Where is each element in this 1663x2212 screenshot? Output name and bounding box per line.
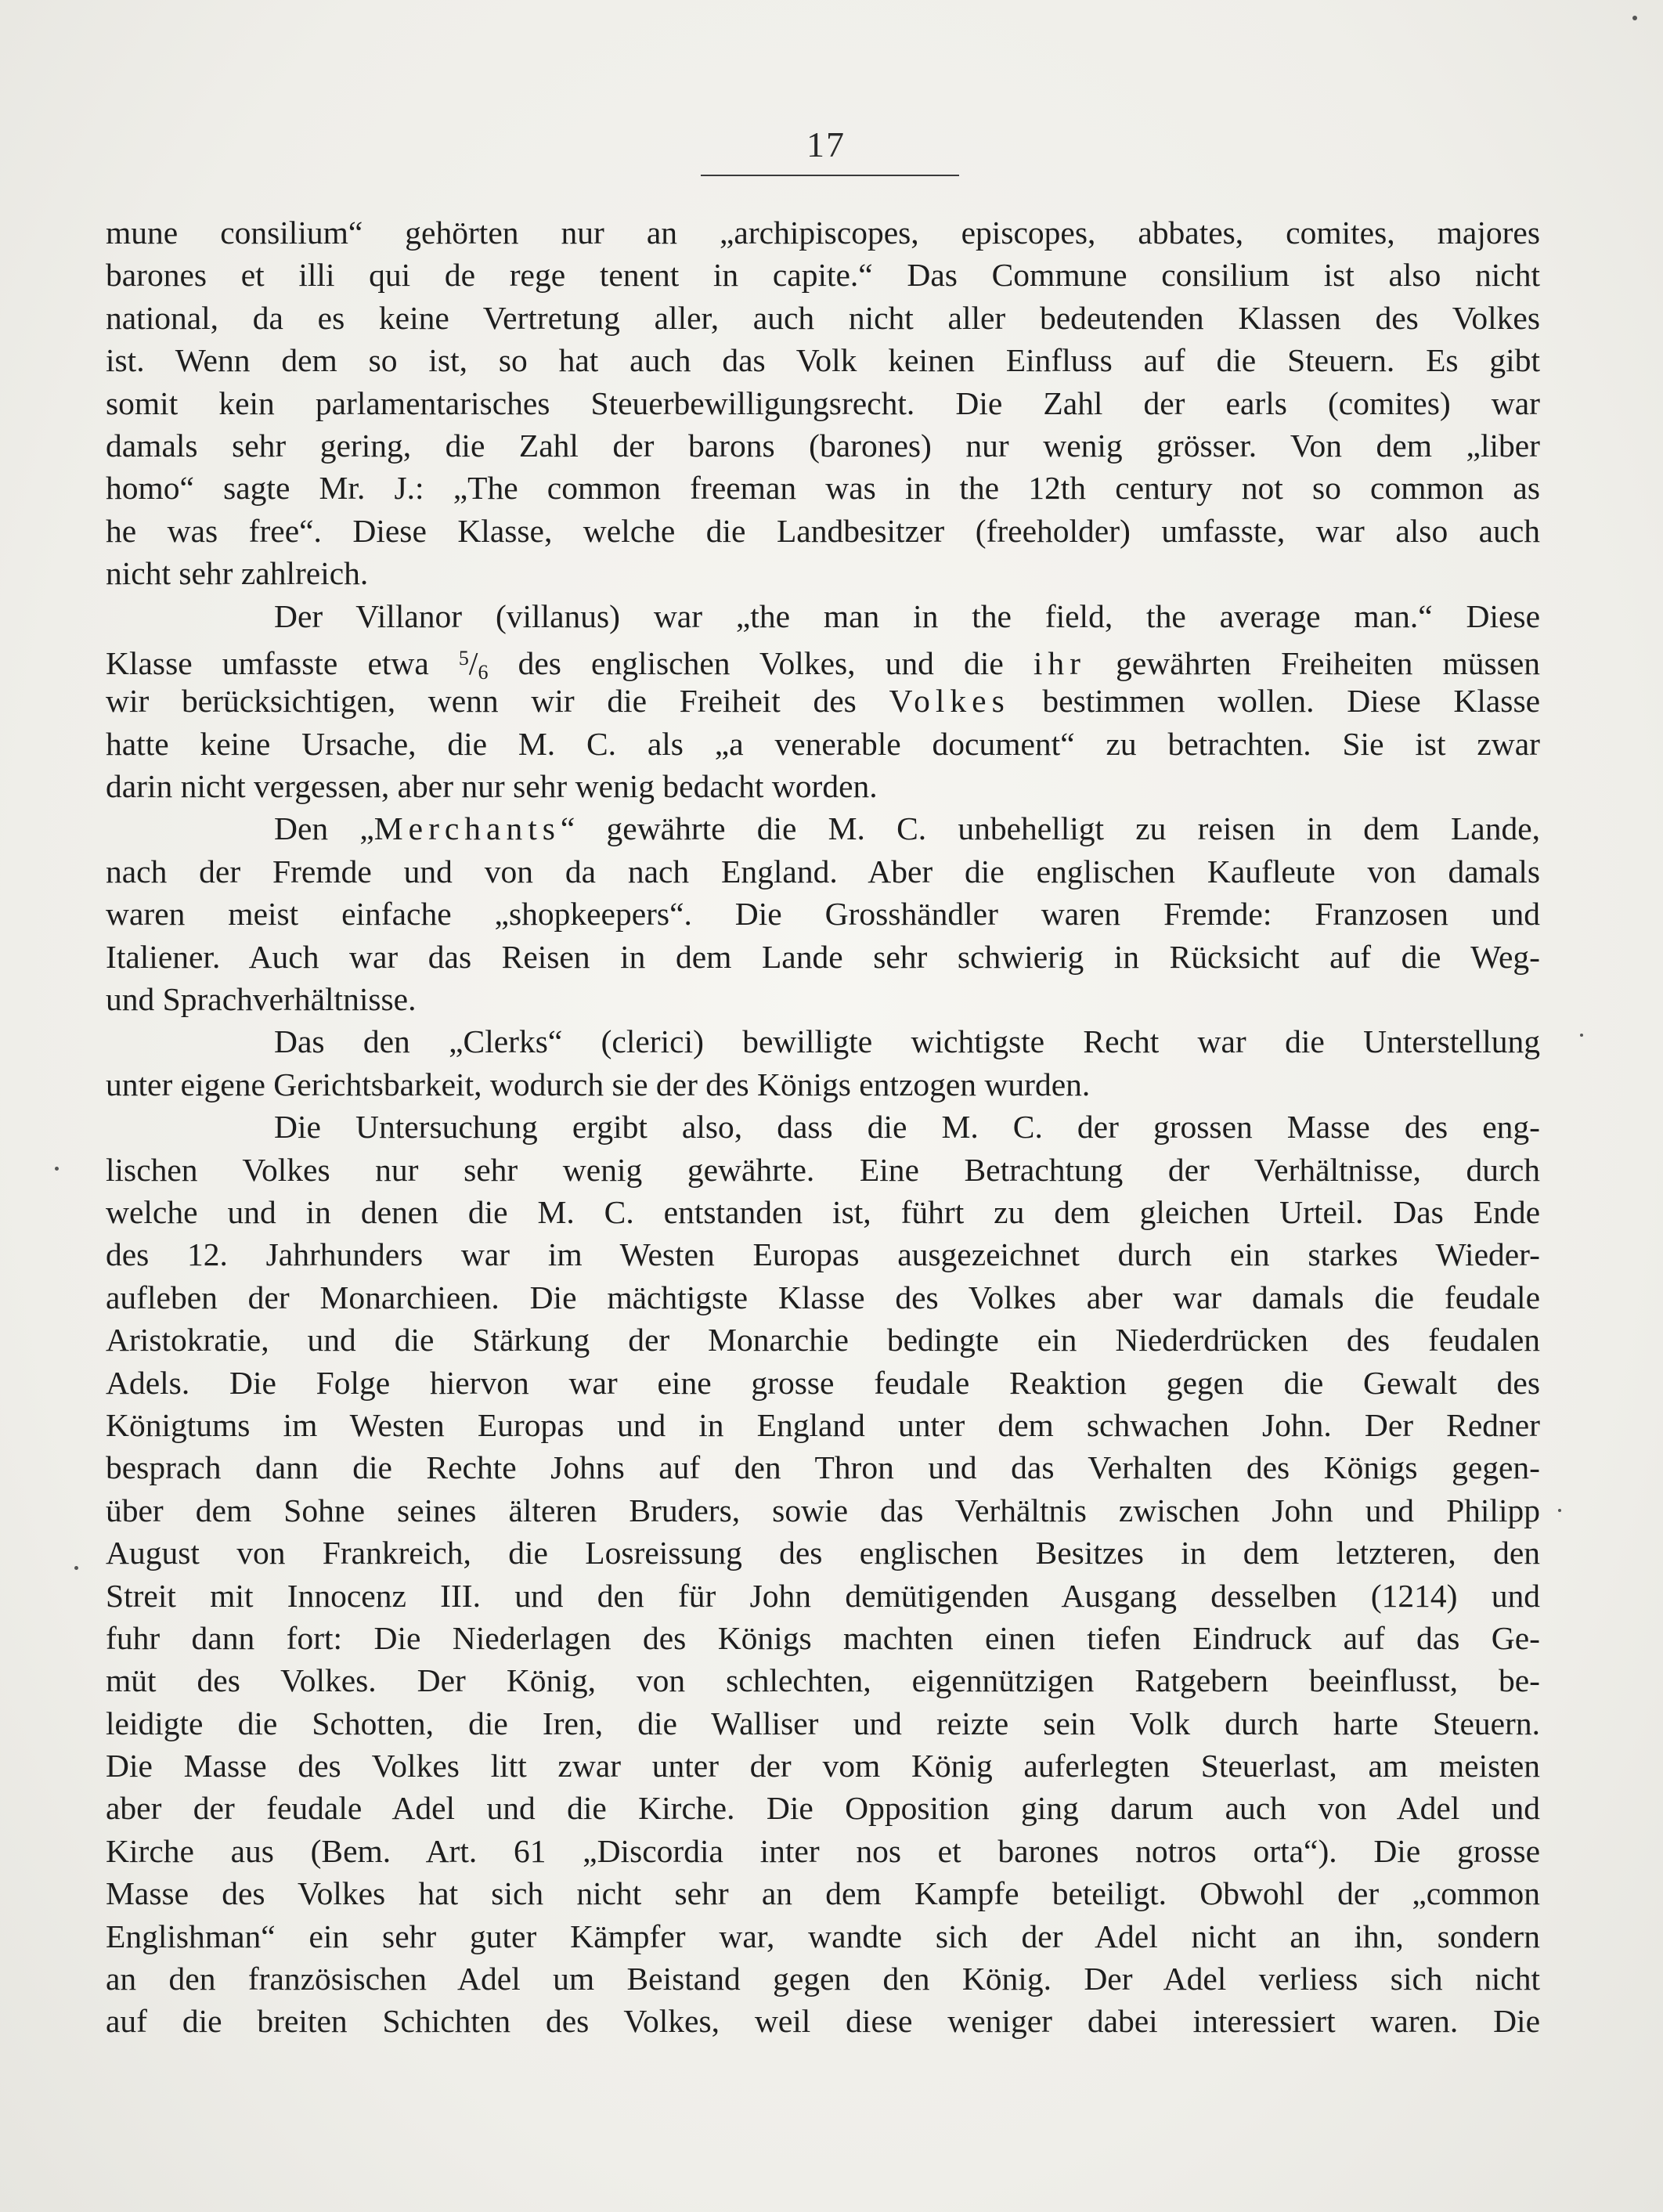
text-line: somit kein parlamentarisches Steuerbewilligungsrecht. Die Zahl der earls (comites) war	[106, 384, 1540, 421]
fraction-numerator: 5	[458, 646, 469, 669]
text-line: welche und in denen die M. C. entstanden ist, führt zu dem gleichen Urteil. Das Ende	[106, 1193, 1540, 1230]
text-line: an den französischen Adel um Beistand gegen den König. Der Adel verliess sich nicht	[106, 1961, 1540, 1997]
line-segment: bestimmen wollen. Diese Klasse	[1042, 683, 1541, 720]
text-line: Italiener. Auch war das Reisen in dem Lande sehr schwierig in Rücksicht auf die Weg-	[106, 938, 1540, 975]
text-line: aufleben der Monarchieen. Die mächtigste Klasse des Volkes aber war damals die feudale	[106, 1279, 1540, 1315]
text-line: damals sehr gering, die Zahl der barons (barones) nur wenig grösser. Von dem „liber	[106, 427, 1540, 464]
text-line: August von Frankreich, die Losreissung des englischen Besitzes in dem letzteren, den	[106, 1535, 1540, 1571]
text-line: aber der feudale Adel und die Kirche. Die Opposition ging darum auch von Adel und	[106, 1790, 1540, 1827]
text-line: mune consilium“ gehörten nur an „archipiscopes, episcopes, abbates, comites, majores	[106, 215, 1540, 251]
text-line: unter eigene Gerichtsbarkeit, wodurch sie der des Königs entzogen wurden.	[106, 1066, 1091, 1102]
text-line: darin nicht vergessen, aber nur sehr wenig bedacht worden.	[106, 768, 878, 805]
scan-speck	[1632, 16, 1637, 20]
body-text	[106, 211, 1540, 2043]
text-line: Adels. Die Folge hiervon war eine grosse feudale Reaktion gegen die Gewalt des	[106, 1364, 1540, 1401]
text-line: und Sprachverhältnisse.	[106, 981, 417, 1018]
line-segment: “ gewährte die M. C. unbehelligt zu reisen in dem Lande,	[560, 810, 1541, 847]
text-line: nach der Fremde und von da nach England. Aber die englischen Kaufleute von damals	[106, 853, 1540, 889]
paragraph-start-line: Die Untersuchung ergibt also, dass die M. C. der grossen Masse des eng-	[274, 1109, 1540, 1146]
text-line: leidigte die Schotten, die Iren, die Walliser und reizte sein Volk durch harte Steuern.	[106, 1705, 1540, 1741]
text-line: he was free“. Diese Klasse, welche die Landbesitzer (freeholder) umfasste, war also auch	[106, 512, 1540, 549]
text-line: barones et illi qui de rege tenent in capite.“ Das Commune consilium ist also nicht	[106, 257, 1540, 294]
text-line: national, da es keine Vertretung aller, auch nicht aller bedeutenden Klassen des Volkes	[106, 299, 1540, 336]
line-segment: Den „	[274, 810, 374, 847]
text-line: lischen Volkes nur sehr wenig gewährte. Eine Betrachtung der Verhältnisse, durch	[106, 1151, 1540, 1188]
text-line: müt des Volkes. Der König, von schlechten, eigennützigen Ratgebern beeinflusst, be-	[106, 1662, 1540, 1699]
fraction: $^5$/6	[458, 644, 489, 684]
text-line: nicht sehr zahlreich.	[106, 555, 369, 592]
text-line: Streit mit Innocenz III. und den für John demütigenden Ausgang desselben (1214) und	[106, 1577, 1540, 1614]
text-line: des 12. Jahrhunders war im Westen Europas ausgezeichnet durch ein starkes Wieder-	[106, 1236, 1540, 1273]
text-line: homo“ sagte Mr. J.: „The common freeman was in the 12th century not so common as	[106, 470, 1540, 507]
text-line: besprach dann die Rechte Johns auf den Thron und das Verhalten des Königs gegen-	[106, 1449, 1540, 1486]
page-number: 17	[806, 124, 846, 164]
line-segment: Klasse umfasste etwa	[106, 644, 429, 681]
header-rule	[701, 175, 959, 176]
text-line: auf die breiten Schichten des Volkes, weil diese weniger dabei interessiert waren. Die	[106, 2003, 1540, 2040]
line-segment: des englischen Volkes, und die	[518, 644, 1004, 681]
fraction-denominator: 6	[478, 660, 489, 684]
scan-speck	[55, 1167, 59, 1171]
text-line: Die Masse des Volkes litt zwar unter der vom König auferlegten Steuerlast, am meisten	[106, 1748, 1540, 1784]
text-line: fuhr dann fort: Die Niederlagen des Königs machten einen tiefen Eindruck auf das Ge-	[106, 1619, 1540, 1656]
scan-speck	[1580, 1034, 1583, 1037]
scan-speck	[74, 1566, 78, 1570]
text-line-with-fraction	[106, 637, 1540, 684]
text-line: über dem Sohne seines älteren Bruders, sowie das Verhältnis zwischen John und Philipp	[106, 1492, 1540, 1528]
spaced-emphasis: Merchants	[373, 810, 561, 847]
text-line: Aristokratie, und die Stärkung der Monarchie bedingte ein Niederdrücken des feudalen	[106, 1322, 1540, 1359]
text-line	[106, 680, 1540, 722]
text-line: waren meist einfache „shopkeepers“. Die Grosshändler waren Fremde: Franzosen und	[106, 896, 1540, 933]
paragraph-start-line: Das den „Clerks“ (clerici) bewilligte wichtigste Recht war die Unterstellung	[274, 1023, 1540, 1060]
text-line: hatte keine Ursache, die M. C. als „a venerable document“ zu betrachten. Sie ist zwar	[106, 725, 1540, 762]
line-segment: wir berücksichtigen, wenn wir die Freiheit des	[106, 683, 857, 720]
text-line: ist. Wenn dem so ist, so hat auch das Volk keinen Einfluss auf die Steuern. Es gibt	[106, 342, 1540, 379]
line-segment: gewährten Freiheiten müssen	[1116, 644, 1540, 681]
paragraph-start-line	[106, 807, 1540, 850]
text-line: Kirche aus (Bem. Art. 61 „Discordia inter nos et barones notros orta“). Die grosse	[106, 1832, 1540, 1869]
text-line: Masse des Volkes hat sich nicht sehr an dem Kampfe beteiligt. Obwohl der „common	[106, 1875, 1540, 1912]
spaced-emphasis: Volkes	[889, 683, 1010, 720]
paragraph-start-line: Der Villanor (villanus) war „the man in the field, the average man.“ Diese	[274, 597, 1540, 634]
text-line: Englishman“ ein sehr guter Kämpfer war, wandte sich der Adel nicht an ihn, sondern	[106, 1918, 1540, 1954]
text-line: Königtums im Westen Europas und in England unter dem schwachen John. Der Redner	[106, 1406, 1540, 1443]
scan-speck	[1558, 1509, 1561, 1512]
spaced-emphasis: ihr	[1033, 644, 1086, 681]
